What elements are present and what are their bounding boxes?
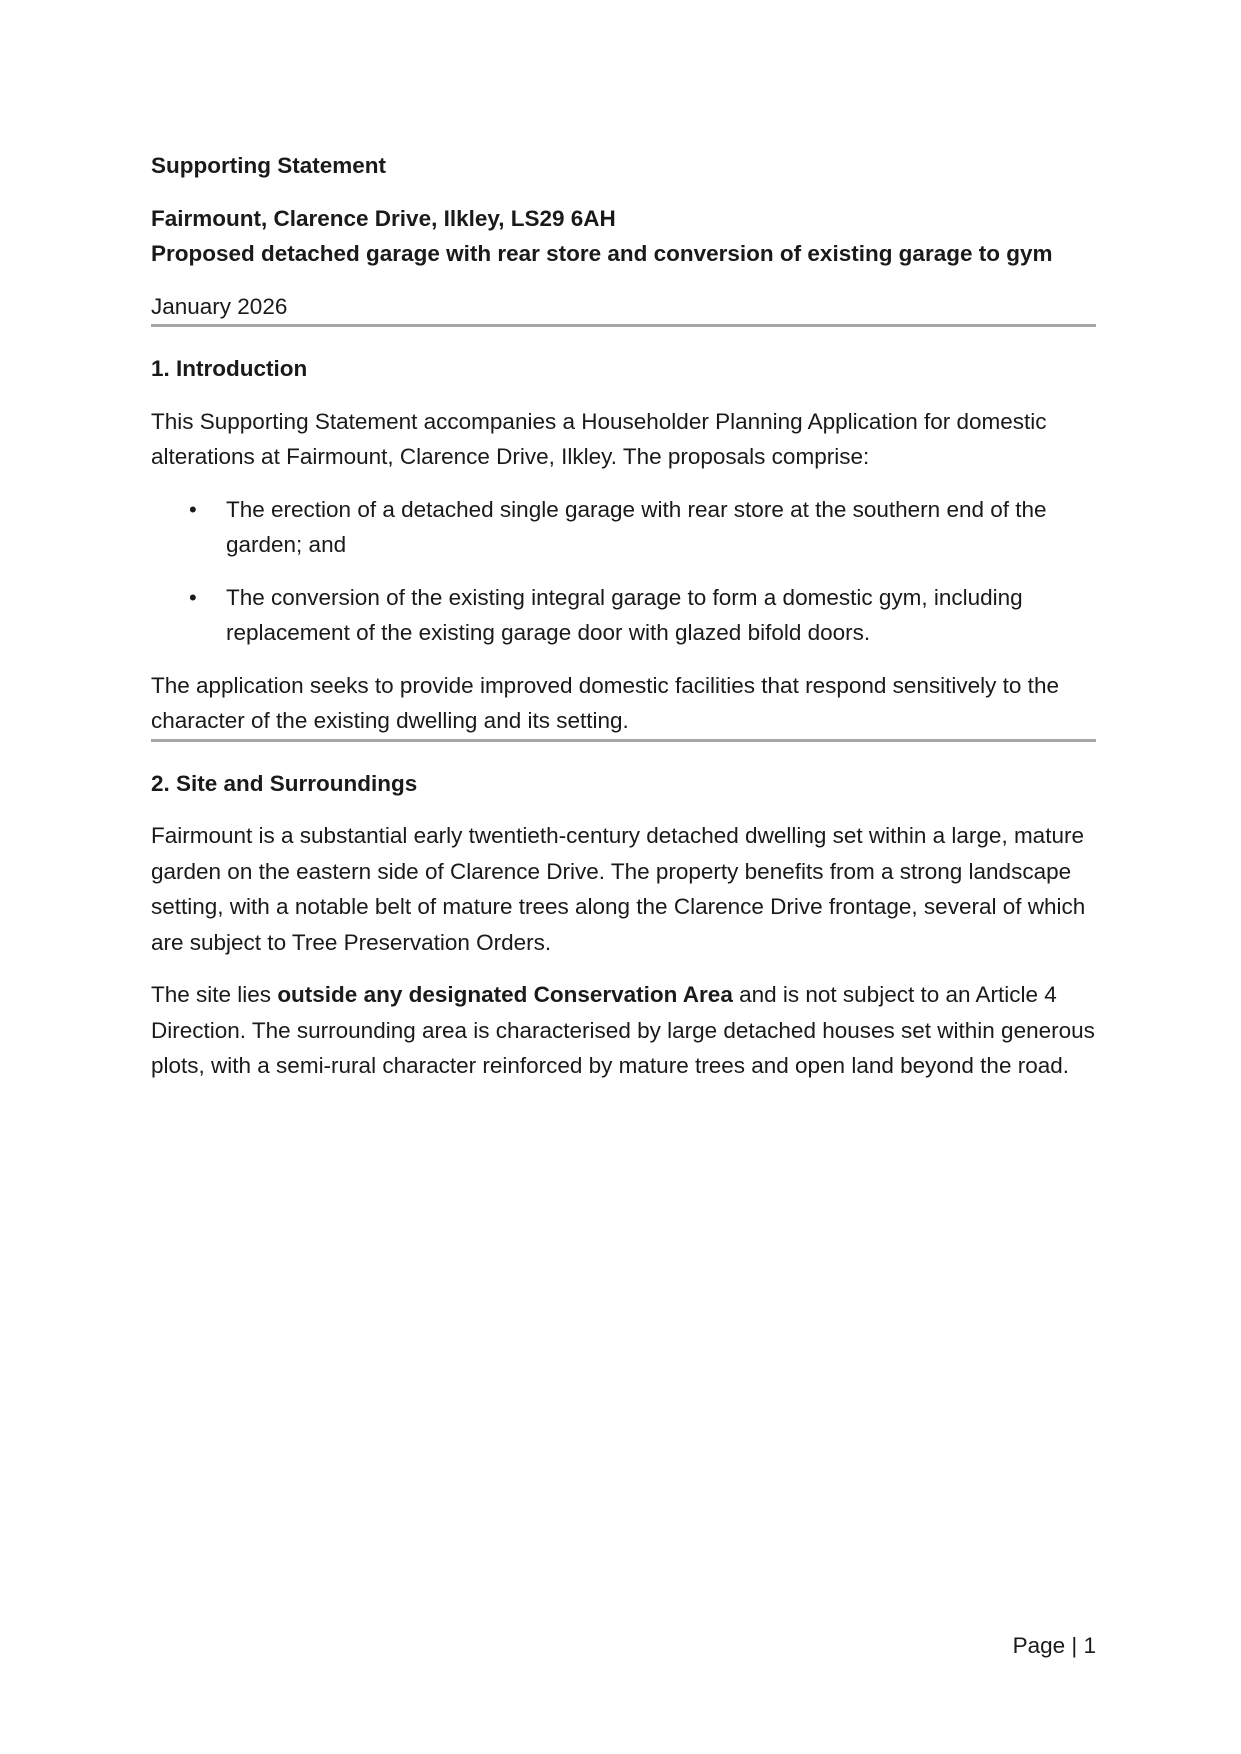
document-date: January 2026 — [151, 293, 288, 319]
site-paragraph-2 — [151, 977, 1096, 1084]
site-paragraph-2-end: and is not subject to an Article 4 Direction. The surrounding area is characterised by large detached houses set within generous plots, with a semi-rural character reinforced by mature trees and open land beyond the road. — [151, 982, 1095, 1078]
site-address: Fairmount, Clarence Drive, Ilkley, LS29 6AH — [151, 205, 616, 231]
bullet-icon: • — [189, 584, 197, 610]
section-divider — [151, 324, 1096, 327]
section-heading-introduction: 1. Introduction — [151, 356, 308, 381]
section-heading-site: 2. Site and Surroundings — [151, 770, 418, 796]
list-item — [151, 580, 1096, 651]
site-paragraph-1: Fairmount is a substantial early twentieth-century detached dwelling set within a large, mature garden on the eastern side of Clarence Drive. The property benefits from a strong landscape setting, with a notable belt of mature trees along the Clarence Drive frontage, several of which are subject to Tree Preservation Orders. — [151, 823, 1086, 955]
conservation-area-emphasis: outside any designated Conservation Area — [277, 982, 733, 1007]
document-body — [151, 148, 1096, 1084]
section-divider — [151, 739, 1096, 742]
list-item-text: The erection of a detached single garage with rear store at the southern end of the garden; and — [226, 496, 1047, 557]
proposals-list — [151, 492, 1096, 651]
proposal-description: Proposed detached garage with rear store and conversion of existing garage to gym — [151, 241, 1053, 266]
introduction-paragraph: This Supporting Statement accompanies a Householder Planning Application for domestic alterations at Fairmount, Clarence Drive, Ilkley. The proposals comprise: — [151, 408, 1047, 469]
site-paragraph-2-start: The site lies — [151, 982, 278, 1007]
document-header-block — [151, 201, 1096, 272]
introduction-closing-paragraph: The application seeks to provide improved domestic facilities that respond sensitively to the character of the existing dwelling and its setting. — [151, 672, 1059, 733]
document-title: Supporting Statement — [151, 153, 386, 178]
page-number: Page | 1 — [1012, 1633, 1096, 1658]
bullet-icon: • — [189, 496, 197, 522]
list-item — [151, 492, 1096, 563]
list-item-text: The conversion of the existing integral garage to form a domestic gym, including replacement of the existing garage door with glazed bifold doors. — [226, 584, 1023, 645]
